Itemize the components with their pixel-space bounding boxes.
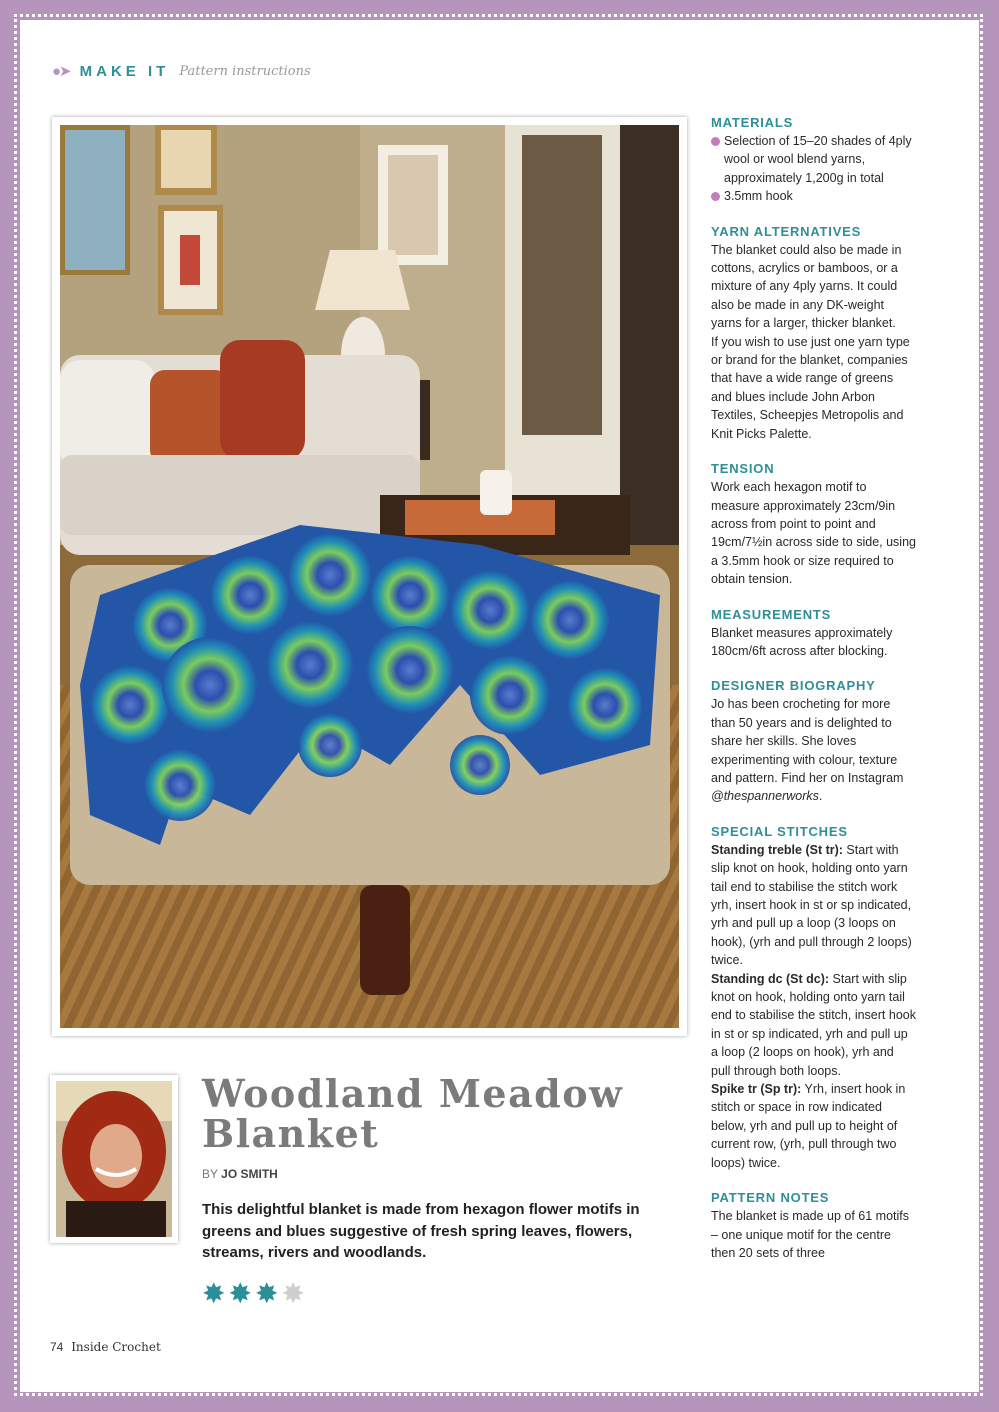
page-footer — [50, 1340, 161, 1354]
section-title: MAKE IT — [79, 62, 170, 80]
materials-item: Selection of 15–20 shades of 4ply wool or wool blend yarns, approximately 1,200g in total — [711, 132, 916, 187]
article-title-line-2: Blanket — [202, 1111, 380, 1156]
author-photo — [56, 1081, 172, 1237]
stitch-text: Start with slip knot on hook, holding onto yarn tail end to stabilise the stitch, insert hook in st or sp indicated, yrh and pull up a loop (2 loops on hook), yrh and pull through both loops. — [711, 971, 916, 1078]
measurements-text: Blanket measures approximately 180cm/6ft across after blocking. — [711, 625, 893, 658]
star-filled-icon: ✸ — [228, 1278, 252, 1309]
article-title — [202, 1071, 642, 1156]
stitch-term: Standing dc (St dc): — [711, 971, 830, 986]
pattern-notes-text: The blanket is made up of 61 motifs – one unique motif for the centre then 20 sets of three — [711, 1209, 910, 1260]
author-photo-frame — [50, 1075, 178, 1243]
designer-heading: DESIGNER BIOGRAPHY — [711, 678, 876, 694]
stitch-term: Spike tr (Sp tr): — [711, 1082, 802, 1097]
main-photo-frame — [52, 117, 687, 1036]
author-name: JO SMITH — [221, 1167, 278, 1181]
measurements-section — [711, 606, 916, 661]
instagram-handle: @thespannerworks — [711, 789, 819, 804]
star-filled-icon: ✸ — [202, 1278, 226, 1309]
designer-bio-end: . — [818, 789, 823, 804]
section-subtitle: Pattern instructions — [179, 63, 311, 79]
materials-item: 3.5mm hook — [711, 187, 916, 205]
tension-text: Work each hexagon motif to measure approximately 23cm/9in across from point to point and 19cm/7½in across side to side, using a 3.5mm hook or size required to obtain tension. — [711, 480, 916, 587]
main-photo — [60, 125, 679, 1028]
stitch-definition — [711, 1080, 916, 1172]
materials-heading: MATERIALS — [711, 115, 794, 130]
yarn-alternatives-paragraph: If you wish to use just one yarn type or brand for the blanket, companies that have a wide range of greens and blues include John Arbon Textiles, Scheepjes Metropolis and Knit Picks Palette. — [711, 334, 910, 441]
pattern-notes-heading: PATTERN NOTES — [711, 1190, 830, 1206]
special-stitches-heading: SPECIAL STITCHES — [711, 823, 848, 839]
pattern-sidebar — [711, 114, 916, 1279]
star-filled-icon: ✸ — [254, 1278, 279, 1309]
byline-label: BY — [202, 1167, 218, 1181]
stitch-text: Start with slip knot on hook, holding onto yarn tail end to stabilise the stitch work yrh, insert hook in st or sp indicated, yrh and pull up a loop (3 loops on hook), (yrh and pull through 2 loops) twice. — [711, 842, 912, 968]
yarn-alternatives-section — [711, 223, 916, 443]
yarn-alternatives-heading: YARN ALTERNATIVES — [711, 223, 862, 239]
measurements-heading: MEASUREMENTS — [711, 606, 832, 622]
page-number: 74 — [50, 1340, 64, 1354]
materials-section — [711, 114, 916, 206]
pattern-notes-section — [711, 1189, 916, 1262]
tension-heading: TENSION — [711, 461, 775, 477]
yarn-alternatives-paragraph: The blanket could also be made in cottons, acrylics or bamboos, or a mixture of any 4ply yarns. It could also be made in any DK-weight yarns for a larger, thicker blanket. — [711, 242, 902, 331]
article-intro: This delightful blanket is made from hexagon flower motifs in greens and blues suggestive of fresh spring leaves, flowers, streams, rivers and woodlands. — [202, 1201, 640, 1261]
stitch-text: Yrh, insert hook in stitch or space in row indicated below, yrh and pull up to height of current row, (yrh, pull through two loops) twice. — [711, 1082, 906, 1170]
star-empty-icon: ✸ — [281, 1278, 305, 1309]
byline — [202, 1167, 278, 1181]
stitch-term: Standing treble (St tr): — [711, 842, 843, 857]
magazine-name: Inside Crochet — [71, 1340, 161, 1354]
designer-bio: Jo has been crocheting for more than 50 years and is delighted to share her skills. She loves experimenting with colour, texture and pattern. Find her on Instagram — [711, 697, 904, 785]
stitch-definition — [711, 970, 916, 1080]
section-header — [52, 60, 311, 82]
stitch-definition — [711, 841, 916, 970]
author-portrait-illustration — [56, 1081, 172, 1237]
special-stitches-section — [711, 823, 916, 1172]
tension-section — [711, 460, 916, 588]
arrow-icon: ●➤ — [52, 63, 70, 80]
article-title-line-1: Woodland Meadow — [202, 1071, 624, 1116]
difficulty-rating — [202, 1280, 305, 1308]
designer-text — [711, 695, 916, 805]
designer-section — [711, 677, 916, 805]
blanket-photo-illustration — [60, 125, 679, 1028]
